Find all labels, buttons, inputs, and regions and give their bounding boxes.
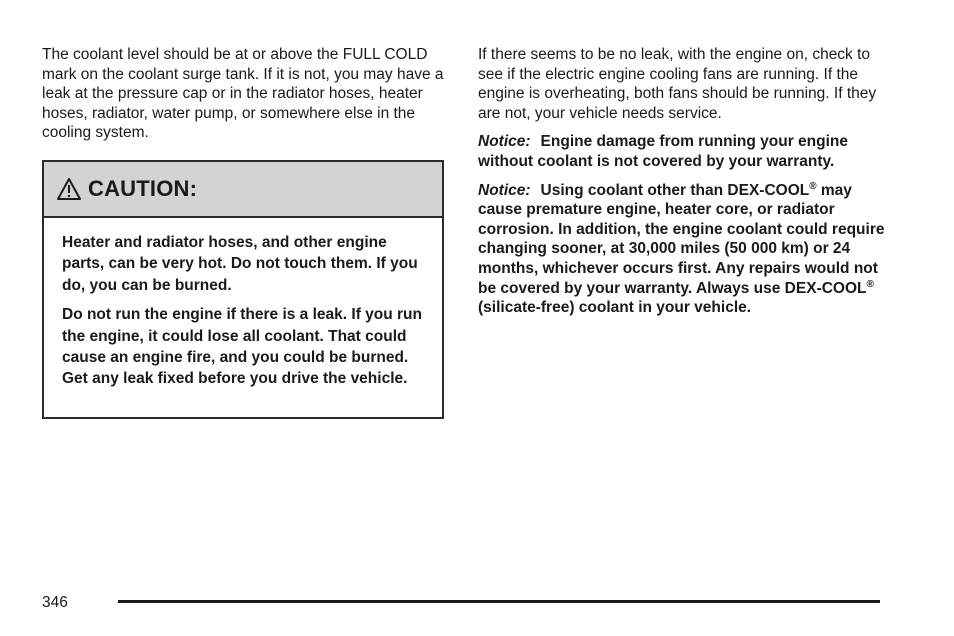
coolant-level-paragraph: The coolant level should be at or above the FULL COLD mark on the coolant surge tank. If it is not, you may have a leak at the pressure cap or in the radiator hoses, heater hoses, radiator, water pump, or somewhere else in the cooling system. [42, 46, 444, 142]
notice-text: Engine damage from running your engine without coolant is not covered by your warranty. [478, 133, 848, 170]
caution-paragraph-leak: Do not run the engine if there is a leak. If you run the engine, it could lose all coolant. That could cause an engine fire, and you could be burned. Get any leak fixed before you drive the vehicle. [62, 306, 422, 388]
page-number: 346 [42, 594, 68, 611]
caution-body [44, 218, 442, 390]
caution-box [42, 160, 444, 419]
registered-mark: ® [866, 278, 874, 290]
left-column [42, 45, 450, 143]
footer-rule [118, 600, 880, 603]
warning-triangle-icon [56, 177, 82, 201]
registered-mark: ® [809, 180, 817, 192]
caution-title: CAUTION: [88, 176, 198, 201]
notice-text-part-c: (silicate-free) coolant in your vehicle. [478, 299, 752, 317]
notice-text-part-a: Using coolant other than DEX-COOL [540, 181, 810, 199]
notice-coolant-type [478, 181, 888, 318]
notice-text-part-b: may cause premature engine, heater core, or radiator corrosion. In addition, the engine coolant could require changing sooner, at 30,000 miles (50 000 km) or 24 months, whichever occurs first. Any repairs would not be covered by your warranty. Always use DEX-COOL [478, 181, 885, 297]
caution-header [44, 162, 442, 218]
caution-paragraph-hot-parts: Heater and radiator hoses, and other engine parts, can be very hot. Do not touch them. If you do, you can be burned. [62, 234, 418, 294]
notice-warranty [478, 132, 888, 171]
notice-label: Notice: [478, 181, 531, 199]
right-column [478, 45, 888, 318]
fan-check-paragraph: If there seems to be no leak, with the engine on, check to see if the electric engine cooling fans are running. If the engine is overheating, both fans should be running. If they are not, your vehicle needs service. [478, 46, 877, 122]
notice-label: Notice: [478, 133, 531, 151]
